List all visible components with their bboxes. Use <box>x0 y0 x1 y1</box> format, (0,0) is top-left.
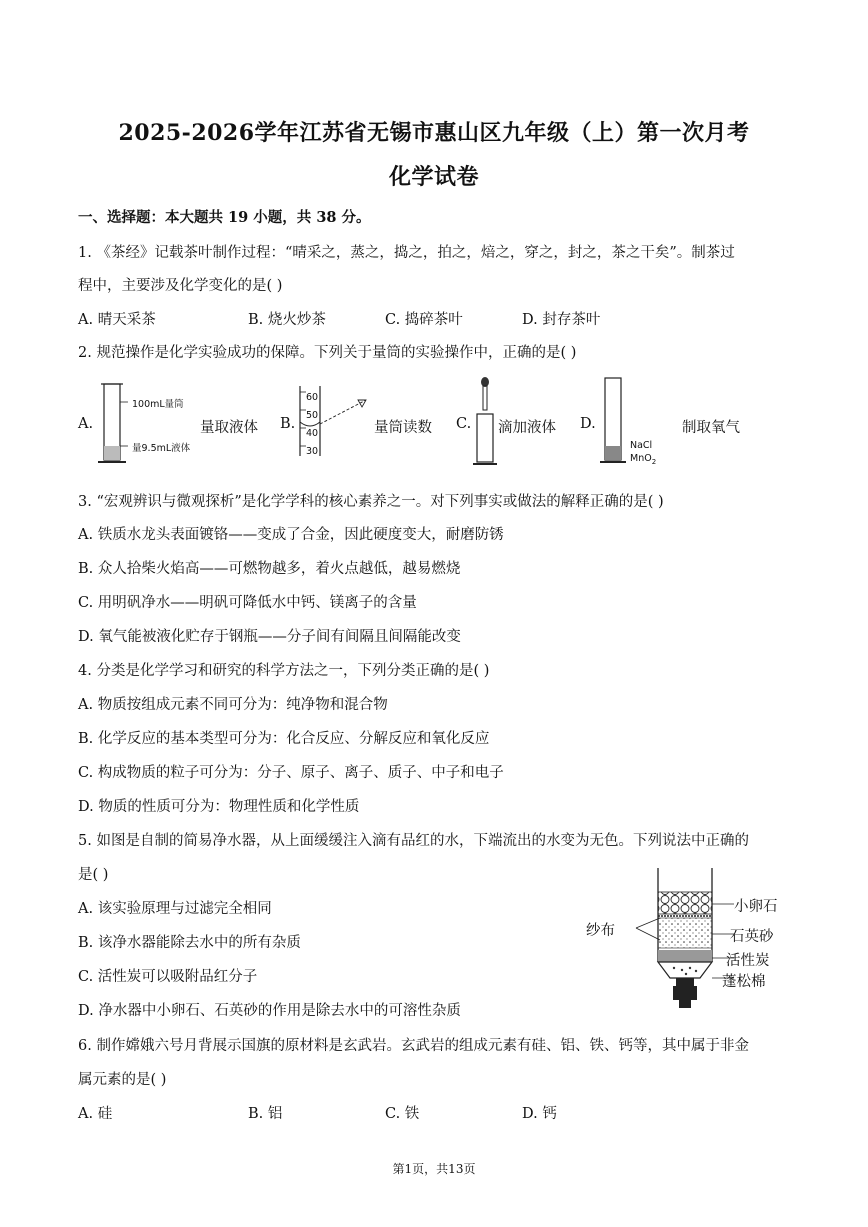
exam-title: 2025-2026学年江苏省无锡市惠山区九年级（上）第一次月考 <box>118 120 750 146</box>
q6-option-c: C. 铁 <box>385 1106 420 1122</box>
filter-label-cotton: 蓬松棉 <box>722 974 766 990</box>
q2-option-a-letter: A. <box>78 416 94 432</box>
q2-figure-d <box>598 374 628 470</box>
q5-option-c: C. 活性炭可以吸附品红分子 <box>78 969 258 985</box>
q2-option-c-label: 滴加液体 <box>498 420 556 436</box>
filter-label-carbon: 活性炭 <box>726 953 770 969</box>
q2-d-reagent-mno2: MnO$_2$ <box>630 453 657 466</box>
q1-stem-line2: 程中，主要涉及化学变化的是( ) <box>78 278 283 294</box>
q2-option-d-label: 制取氧气 <box>682 420 740 436</box>
q4-option-b: B. 化学反应的基本类型可分为：化合反应、分解反应和氧化反应 <box>78 731 490 747</box>
q6-stem-line2: 属元素的是( ) <box>78 1072 167 1088</box>
filter-label-pebble: 小卵石 <box>734 899 778 915</box>
q2-b-tick-40: 40 <box>306 428 319 439</box>
q2-b-tick-30: 30 <box>306 446 319 457</box>
q2-stem: 2. 规范操作是化学实验成功的保障。下列关于量筒的实验操作中，正确的是( ) <box>78 345 577 361</box>
q2-a-cylinder-label: 100mL量筒 <box>132 399 184 410</box>
q3-option-c: C. 用明矾净水——明矾可降低水中钙、镁离子的含量 <box>78 595 417 611</box>
filter-label-gauze: 纱布 <box>586 923 615 939</box>
q2-a-volume-label: 量9.5mL液体 <box>132 443 191 454</box>
q5-option-d: D. 净水器中小卵石、石英砂的作用是除去水中的可溶性杂质 <box>78 1003 461 1019</box>
q1-option-b: B. 烧火炒茶 <box>248 312 326 328</box>
q2-option-b-letter: B. <box>280 416 296 432</box>
q2-d-reagent-nacl: NaCl <box>630 440 653 451</box>
q4-option-c: C. 构成物质的粒子可分为：分子、原子、离子、质子、中子和电子 <box>78 765 504 781</box>
q3-option-b: B. 众人拾柴火焰高——可燃物越多，着火点越低，越易燃烧 <box>78 561 461 577</box>
q3-stem: 3. “宏观辨识与微观探析”是化学学科的核心素养之一。对下列事实或做法的解释正确的是( ) <box>78 494 664 510</box>
q3-option-d: D. 氧气能被液化贮存于钢瓶——分子间有间隔且间隔能改变 <box>78 629 461 645</box>
q2-b-tick-50: 50 <box>306 410 319 421</box>
q1-stem-line1: 1. 《茶经》记载茶叶制作过程：“晴采之，蒸之，捣之，拍之，焙之，穿之，封之，茶之干矣”。制茶过 <box>78 245 735 261</box>
q2-option-d-letter: D. <box>580 416 596 432</box>
q2-option-a-label: 量取液体 <box>200 420 258 436</box>
q5-stem-line2: 是( ) <box>78 867 109 883</box>
q4-option-d: D. 物质的性质可分为：物理性质和化学性质 <box>78 799 360 815</box>
exam-subtitle: 化学试卷 <box>388 164 479 190</box>
section-heading: 一、选择题：本大题共 19 小题，共 38 分。 <box>78 209 371 226</box>
q2-option-b-label: 量筒读数 <box>374 420 432 436</box>
q1-option-a: A. 晴天采茶 <box>78 312 156 328</box>
q4-stem: 4. 分类是化学学习和研究的科学方法之一，下列分类正确的是( ) <box>78 663 490 679</box>
q1-option-d: D. 封存茶叶 <box>522 312 601 328</box>
q2-figure-a <box>96 376 206 472</box>
q6-option-b: B. 铝 <box>248 1106 283 1122</box>
page-footer: 第1页，共13页 <box>392 1162 476 1176</box>
q6-option-a: A. 硅 <box>78 1106 113 1122</box>
q3-option-a: A. 铁质水龙头表面镀铬——变成了合金，因此硬度变大，耐磨防锈 <box>78 527 504 543</box>
q5-option-a: A. 该实验原理与过滤完全相同 <box>78 901 272 917</box>
q6-option-d: D. 钙 <box>522 1106 557 1122</box>
q1-option-c: C. 捣碎茶叶 <box>385 312 463 328</box>
q6-stem-line1: 6. 制作嫦娥六号月背展示国旗的原材料是玄武岩。玄武岩的组成元素有硅、铝、铁、钙等，其中属于非金 <box>78 1038 749 1054</box>
q2-option-c-letter: C. <box>456 416 472 432</box>
filter-label-sand: 石英砂 <box>730 929 774 945</box>
q2-b-tick-60: 60 <box>306 392 319 403</box>
q5-stem-line1: 5. 如图是自制的简易净水器，从上面缓缓注入滴有品红的水，下端流出的水变为无色。下列说法中正确的 <box>78 833 749 849</box>
q4-option-a: A. 物质按组成元素不同可分为：纯净物和混合物 <box>78 697 388 713</box>
q5-option-b: B. 该净水器能除去水中的所有杂质 <box>78 935 301 951</box>
q2-figure-c <box>472 374 498 470</box>
